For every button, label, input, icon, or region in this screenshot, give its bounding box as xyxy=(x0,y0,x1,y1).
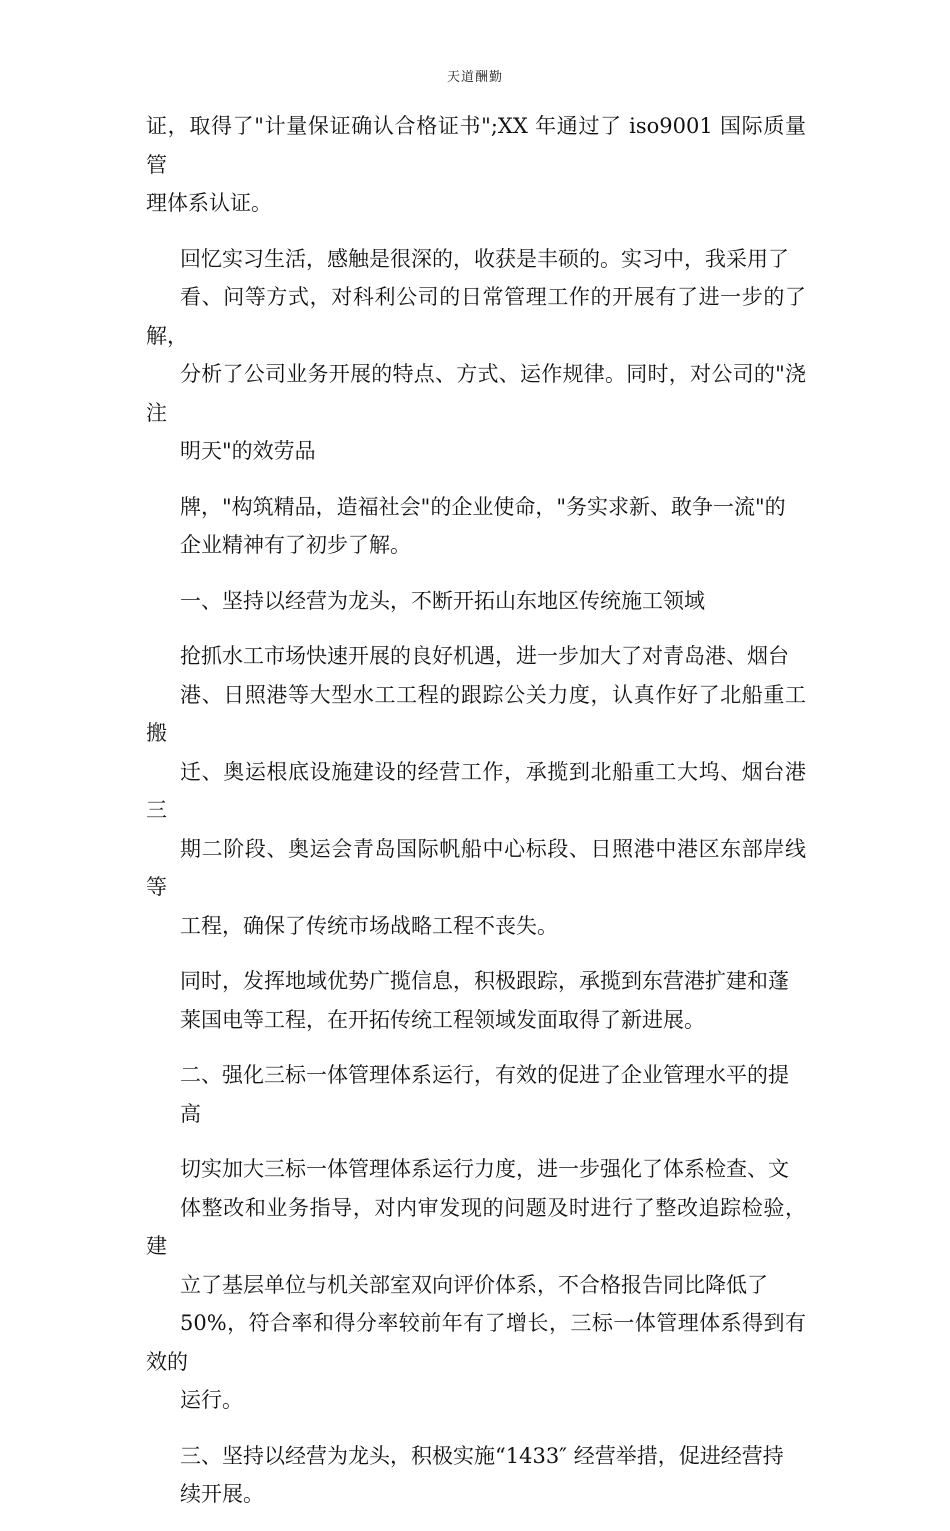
text-line: 港、日照港等大型水工工程的跟踪公关力度，认真作好了北船重工搬 xyxy=(146,682,806,745)
text-line: 高 xyxy=(180,1101,201,1126)
text-line: 同时，发挥地域优势广揽信息，积极跟踪，承揽到东营港扩建和蓬 xyxy=(180,969,789,993)
paragraph xyxy=(146,962,806,1039)
text-line: 理体系认证。 xyxy=(146,191,272,215)
text-line: 切实加大三标一体管理体系运行力度，进一步强化了体系检查、文 xyxy=(180,1157,789,1181)
text-line: 期二阶段、奥运会青岛国际帆船中心标段、日照港中港区东部岸线等 xyxy=(146,836,806,899)
text-line: 看、问等方式，对科利公司的日常管理工作的开展有了进一步的了解， xyxy=(146,285,806,348)
text-line: 50%，符合率和得分率较前年有了增长，三标一体管理体系得到有效的 xyxy=(146,1311,806,1374)
paragraph xyxy=(146,1056,806,1133)
paragraph xyxy=(146,488,806,565)
paragraph xyxy=(146,582,806,621)
paragraph xyxy=(146,1437,806,1514)
text-line: 二、强化三标一体管理体系运行，有效的促进了企业管理水平的提 xyxy=(180,1063,789,1087)
text-line: 企业精神有了初步了解。 xyxy=(180,533,411,557)
text-line: 抢抓水工市场快速开展的良好机遇，进一步加大了对青岛港、烟台 xyxy=(180,644,789,668)
text-line: 证，取得了"计量保证确认合格证书";XX 年通过了 iso9001 国际质量管 xyxy=(146,114,806,177)
text-line: 明天"的效劳品 xyxy=(180,439,316,463)
text-line: 分析了公司业务开展的特点、方式、运作规律。同时，对公司的"浇注 xyxy=(146,362,806,425)
paragraph xyxy=(146,107,806,223)
text-line: 回忆实习生活，感触是很深的，收获是丰硕的。实习中，我采用了 xyxy=(180,246,789,271)
page-header: 天道酬勤 xyxy=(446,70,503,85)
paragraph xyxy=(146,637,806,945)
text-line: 一、坚持以经营为龙头，不断开拓山东地区传统施工领域 xyxy=(180,588,705,613)
document-body xyxy=(146,107,806,1531)
paragraph xyxy=(146,1150,806,1420)
paragraph xyxy=(146,240,806,471)
text-line: 迁、奥运根底设施建设的经营工作，承揽到北船重工大坞、烟台港三 xyxy=(146,759,806,822)
text-line: 运行。 xyxy=(180,1388,243,1412)
text-line: 工程，确保了传统市场战略工程不丧失。 xyxy=(180,913,558,938)
text-line: 立了基层单位与机关部室双向评价体系，不合格报告同比降低了 xyxy=(180,1272,768,1297)
text-line: 体整改和业务指导，对内审发现的问题及时进行了整改追踪检验，建 xyxy=(146,1195,806,1258)
text-line: 莱国电等工程，在开拓传统工程领域发面取得了新进展。 xyxy=(180,1007,705,1032)
text-line: 续开展。 xyxy=(180,1482,264,1506)
text-line: 三、坚持以经营为龙头，积极实施“1433″ 经营举措，促进经营持 xyxy=(180,1443,784,1468)
text-line: 牌，"构筑精品，造福社会"的企业使命，"务实求新、敢争一流"的 xyxy=(180,494,786,519)
